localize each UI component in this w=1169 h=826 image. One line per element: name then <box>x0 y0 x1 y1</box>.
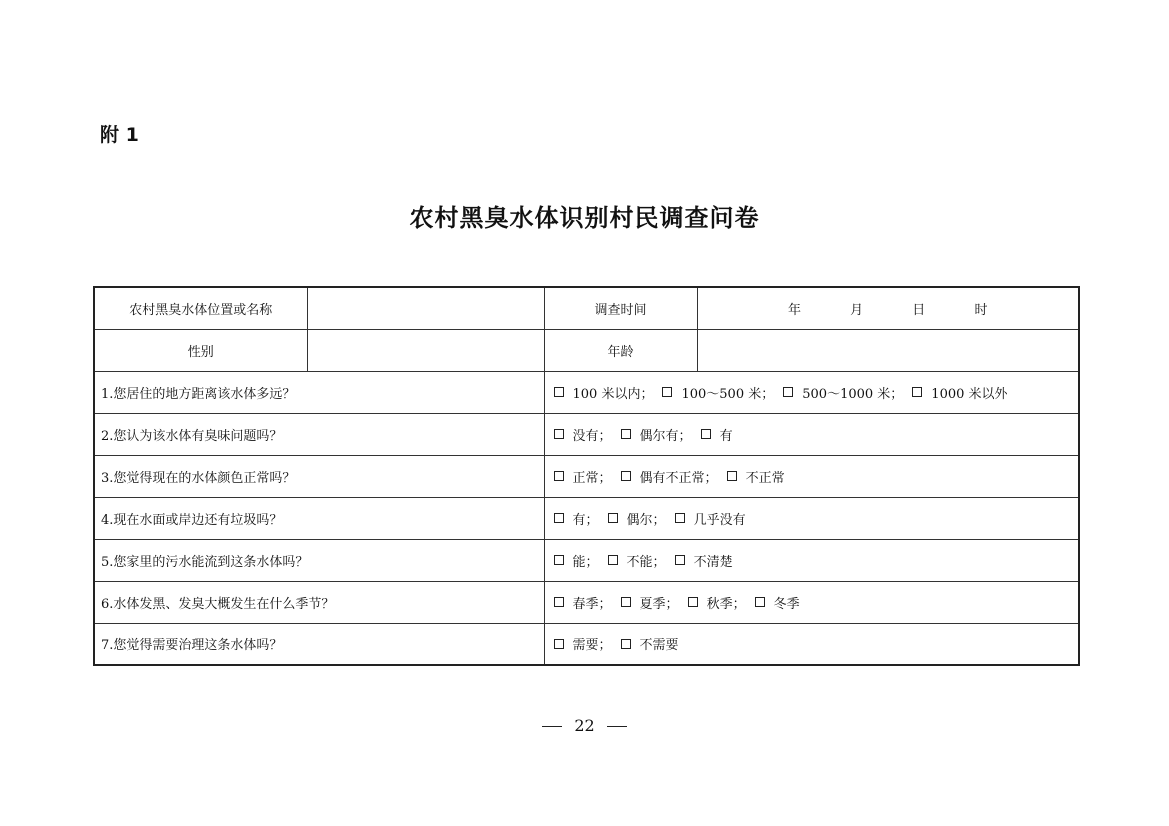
checkbox-icon[interactable] <box>701 429 711 439</box>
answer-option-label: 正常 <box>572 470 599 486</box>
question-text: 7.您觉得需要治理这条水体吗？ <box>94 623 544 665</box>
option-separator: ； <box>704 470 718 486</box>
answer-option-label: 有 <box>572 512 586 528</box>
checkbox-icon[interactable] <box>688 597 698 607</box>
answer-option[interactable] <box>605 509 672 528</box>
checkbox-icon[interactable] <box>621 597 631 607</box>
checkbox-icon[interactable] <box>554 387 564 397</box>
option-separator: ； <box>652 554 666 570</box>
answer-options <box>544 539 1079 581</box>
option-separator: ； <box>665 596 679 612</box>
answer-option-label: 不正常 <box>745 470 785 486</box>
answer-option[interactable] <box>551 383 660 402</box>
survey-time-label: 调查时间 <box>544 287 697 329</box>
question-text: 4.现在水面或岸边还有垃圾吗？ <box>94 497 544 539</box>
answer-option[interactable] <box>752 593 800 612</box>
question-row <box>94 371 1079 413</box>
answer-options <box>544 581 1079 623</box>
checkbox-icon[interactable] <box>554 597 564 607</box>
answer-option-label: 有 <box>719 428 733 444</box>
question-row <box>94 539 1079 581</box>
checkbox-icon[interactable] <box>783 387 793 397</box>
checkbox-icon[interactable] <box>621 639 631 649</box>
checkbox-icon[interactable] <box>554 471 564 481</box>
answer-option[interactable] <box>605 551 672 570</box>
answer-option[interactable] <box>685 593 752 612</box>
answer-option[interactable] <box>551 551 605 570</box>
question-rows <box>94 371 1079 665</box>
answer-option[interactable] <box>909 383 1007 402</box>
answer-option-label: 春季 <box>572 596 599 612</box>
answer-option-label: 500～1000 米 <box>802 386 891 402</box>
answer-option-label: 偶尔 <box>626 512 653 528</box>
answer-option-label: 偶尔有 <box>639 428 679 444</box>
answer-option-label: 100～500 米 <box>681 386 762 402</box>
answer-option[interactable] <box>672 551 733 570</box>
option-separator: ； <box>890 386 904 402</box>
option-separator: ； <box>598 638 612 654</box>
answer-options <box>544 497 1079 539</box>
option-separator: ； <box>678 428 692 444</box>
answer-options <box>544 623 1079 665</box>
answer-option[interactable] <box>659 383 780 402</box>
option-separator: ； <box>598 470 612 486</box>
checkbox-icon[interactable] <box>608 513 618 523</box>
question-row <box>94 623 1079 665</box>
answer-options <box>544 455 1079 497</box>
option-separator: ； <box>585 512 599 528</box>
gender-label: 性别 <box>94 329 307 371</box>
option-separator: ； <box>732 596 746 612</box>
checkbox-icon[interactable] <box>912 387 922 397</box>
info-row-location <box>94 287 1079 329</box>
page-number-value: 22 <box>574 716 595 735</box>
gender-field[interactable] <box>307 329 544 371</box>
answer-option[interactable] <box>672 509 746 528</box>
age-label: 年龄 <box>544 329 697 371</box>
answer-options <box>544 413 1079 455</box>
age-field[interactable] <box>697 329 1079 371</box>
option-separator: ； <box>598 596 612 612</box>
time-unit-month: 月 <box>850 302 864 318</box>
checkbox-icon[interactable] <box>554 429 564 439</box>
answer-option-label: 几乎没有 <box>693 512 746 528</box>
answer-option[interactable] <box>551 634 618 653</box>
checkbox-icon[interactable] <box>662 387 672 397</box>
option-separator: ； <box>598 428 612 444</box>
question-text: 6.水体发黑、发臭大概发生在什么季节？ <box>94 581 544 623</box>
checkbox-icon[interactable] <box>554 555 564 565</box>
question-row <box>94 497 1079 539</box>
option-separator: ； <box>640 386 654 402</box>
answer-option[interactable] <box>551 467 618 486</box>
checkbox-icon[interactable] <box>554 513 564 523</box>
checkbox-icon[interactable] <box>675 555 685 565</box>
answer-option[interactable] <box>618 425 698 444</box>
option-separator: ； <box>652 512 666 528</box>
question-text: 2.您认为该水体有臭味问题吗？ <box>94 413 544 455</box>
time-unit-year: 年 <box>788 302 802 318</box>
answer-option-label: 100 米以内 <box>572 386 641 402</box>
answer-option[interactable] <box>551 509 605 528</box>
checkbox-icon[interactable] <box>621 429 631 439</box>
answer-option-label: 1000 米以外 <box>931 386 1008 402</box>
answer-option[interactable] <box>698 425 733 444</box>
page-title: 农村黑臭水体识别村民调查问卷 <box>409 203 760 232</box>
answer-option-label: 不需要 <box>639 638 679 654</box>
question-text: 3.您觉得现在的水体颜色正常吗？ <box>94 455 544 497</box>
location-label: 农村黑臭水体位置或名称 <box>94 287 307 329</box>
answer-option-label: 夏季 <box>639 596 666 612</box>
question-row <box>94 413 1079 455</box>
answer-option[interactable] <box>618 593 685 612</box>
checkbox-icon[interactable] <box>621 471 631 481</box>
location-field[interactable] <box>307 287 544 329</box>
time-unit-hour: 时 <box>974 302 988 318</box>
answer-option[interactable] <box>551 593 618 612</box>
annex-label: 附 1 <box>100 124 139 146</box>
question-text: 1.您居住的地方距离该水体多远？ <box>94 371 544 413</box>
answer-option[interactable] <box>618 634 679 653</box>
answer-option-label: 没有 <box>572 428 599 444</box>
option-separator: ； <box>761 386 775 402</box>
option-separator: ； <box>585 554 599 570</box>
answer-options <box>544 371 1079 413</box>
answer-option[interactable] <box>780 383 909 402</box>
answer-option[interactable] <box>724 467 785 486</box>
answer-option-label: 偶有不正常 <box>639 470 705 486</box>
answer-option-label: 冬季 <box>773 596 800 612</box>
answer-option[interactable] <box>618 467 724 486</box>
checkbox-icon[interactable] <box>727 471 737 481</box>
survey-table <box>93 286 1080 666</box>
info-row-gender-age <box>94 329 1079 371</box>
answer-option-label: 秋季 <box>706 596 733 612</box>
answer-option[interactable] <box>551 425 618 444</box>
page-number-dash-left <box>542 726 562 727</box>
answer-option-label: 需要 <box>572 638 599 654</box>
answer-option-label: 能 <box>572 554 586 570</box>
page-number-dash-right <box>607 726 627 727</box>
survey-time-field[interactable] <box>697 287 1079 329</box>
answer-option-label: 不能 <box>626 554 653 570</box>
checkbox-icon[interactable] <box>755 597 765 607</box>
checkbox-icon[interactable] <box>675 513 685 523</box>
time-unit-day: 日 <box>912 302 926 318</box>
checkbox-icon[interactable] <box>554 639 564 649</box>
answer-option-label: 不清楚 <box>693 554 733 570</box>
question-row <box>94 455 1079 497</box>
question-row <box>94 581 1079 623</box>
question-text: 5.您家里的污水能流到这条水体吗？ <box>94 539 544 581</box>
checkbox-icon[interactable] <box>608 555 618 565</box>
page-number <box>0 716 1169 735</box>
